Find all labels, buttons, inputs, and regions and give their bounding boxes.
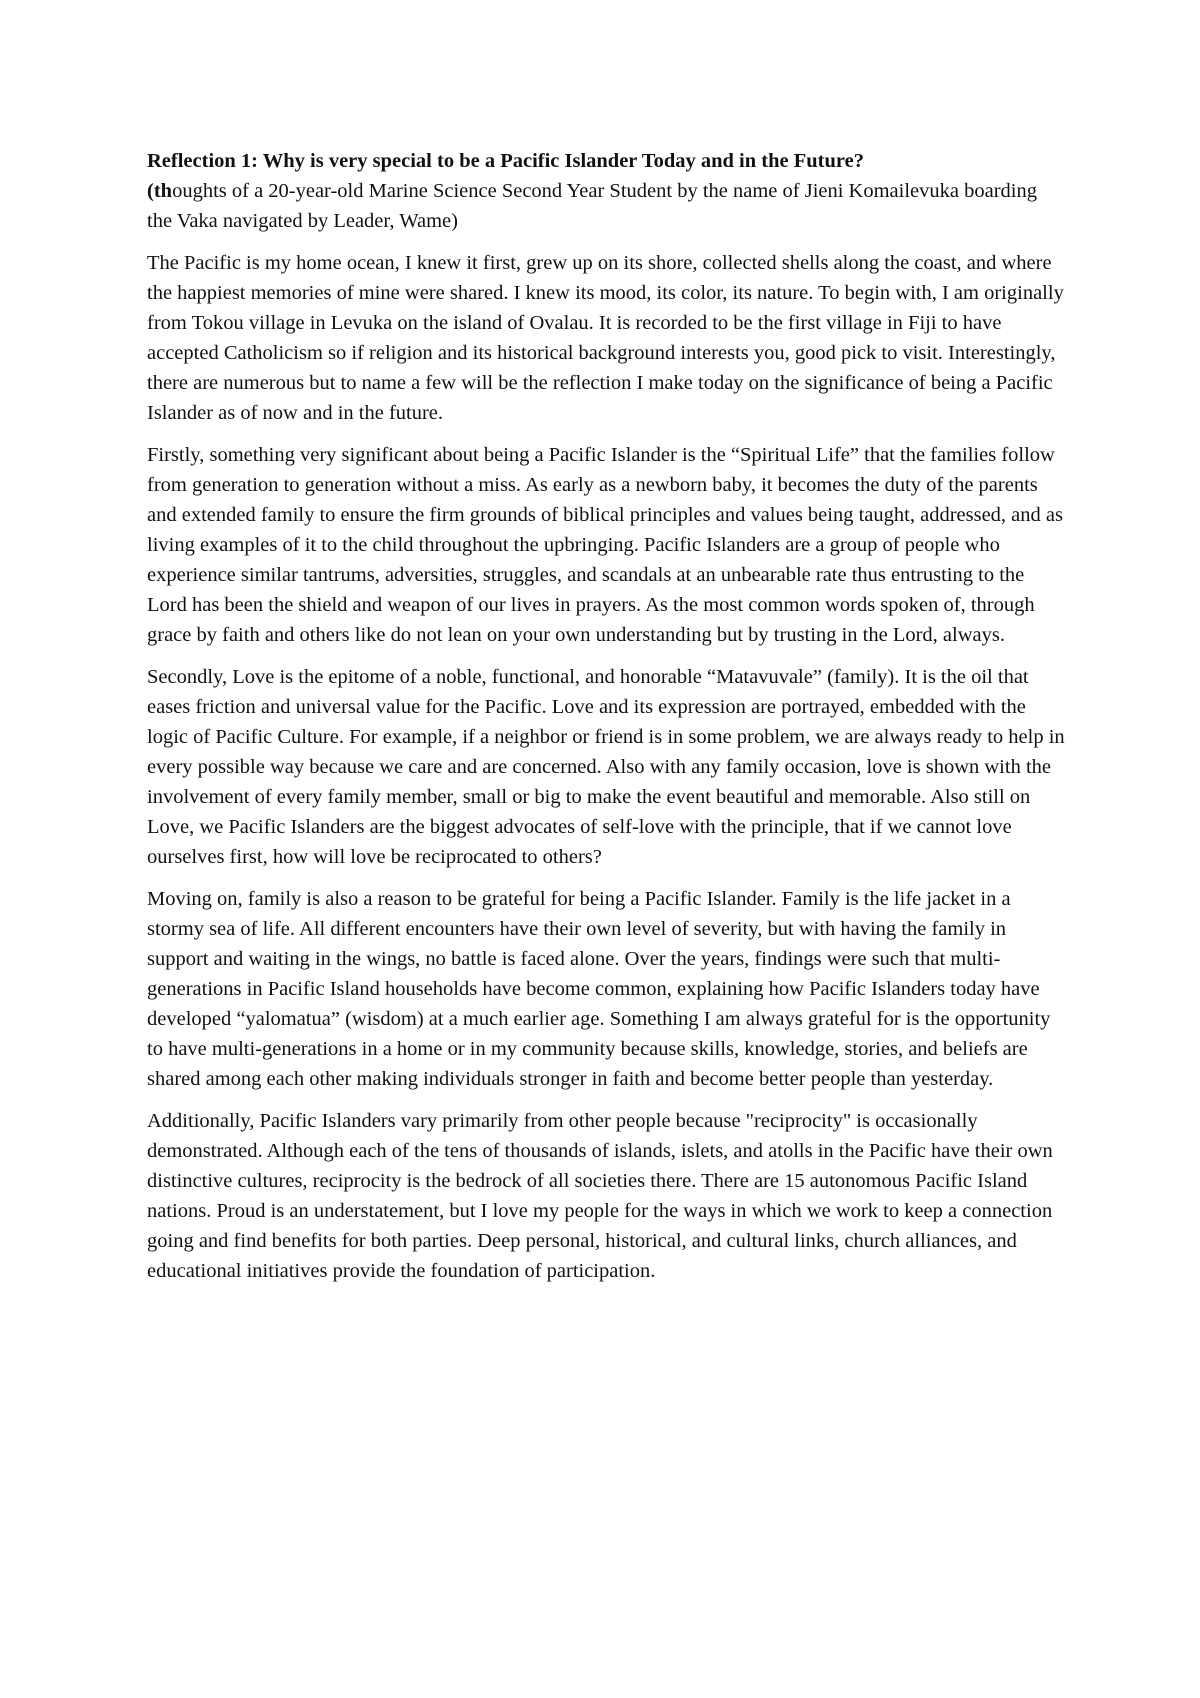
paragraph-spiritual-life: Firstly, something very significant about being a Pacific Islander is the “Spiritual Life” that the families follow from generation to generation without a miss. As early as a newborn baby, it becomes the duty of the parents and extended family to ensure the firm grounds of biblical principles and values being taught, addressed, and as living examples of it to the child throughout the upbringing. Pacific Islanders are a group of people who experience similar tantrums, adversities, struggles, and scandals at an unbearable rate thus entrusting to the Lord has been the shield and weapon of our lives in prayers. As the most common words spoken of, through grace by faith and others like do not lean on your own understanding but by trusting in the Lord, always. (147, 444, 1063, 646)
subtitle-lead: (th (147, 180, 173, 202)
paragraph-reciprocity: Additionally, Pacific Islanders vary primarily from other people because "reciprocity" is occasionally demonstrated. Although each of the tens of thousands of islands, islets, and atolls in the Pacific have their own distinctive cultures, reciprocity is the bedrock of all societies there. There are 15 autonomous Pacific Island nations. Proud is an understatement, but I love my people for the ways in which we work to keep a connection going and find benefits for both parties. Deep personal, historical, and cultural links, church alliances, and educational initiatives provide the foundation of participation. (147, 1110, 1053, 1282)
paragraph-intro: The Pacific is my home ocean, I knew it first, grew up on its shore, collected shells along the coast, and where the happiest memories of mine were shared. I knew its mood, its color, its nature. To begin with, I am originally from Tokou village in Levuka on the island of Ovalau. It is recorded to be the first village in Fiji to have accepted Catholicism so if religion and its historical background interests you, good pick to visit. Interestingly, there are numerous but to name a few will be the reflection I make today on the significance of being a Pacific Islander as of now and in the future. (147, 252, 1064, 424)
document-page (147, 146, 1067, 1298)
paragraph-love: Secondly, Love is the epitome of a noble, functional, and honorable “Matavuvale” (family). It is the oil that eases friction and universal value for the Pacific. Love and its expression are portrayed, embedded with the logic of Pacific Culture. For example, if a neighbor or friend is in some problem, we are always ready to help in every possible way because we care and are concerned. Also with any family occasion, love is shown with the involvement of every family member, small or big to make the event beautiful and memorable. Also still on Love, we Pacific Islanders are the biggest advocates of self-love with the principle, that if we cannot love ourselves first, how will love be reciprocated to others? (147, 666, 1065, 868)
paragraph-family: Moving on, family is also a reason to be grateful for being a Pacific Islander. Family is the life jacket in a stormy sea of life. All different encounters have their own level of severity, but with having the family in support and waiting in the wings, no battle is faced alone. Over the years, findings were such that multi-generations in Pacific Island households have become common, explaining how Pacific Islanders today have developed “yalomatua” (wisdom) at a much earlier age. Something I am always grateful for is the opportunity to have multi-generations in a home or in my community because skills, knowledge, stories, and beliefs are shared among each other making individuals stronger in faith and become better people than yesterday. (147, 888, 1051, 1090)
document-subtitle (147, 176, 1067, 236)
subtitle-rest: oughts of a 20-year-old Marine Science Second Year Student by the name of Jieni Komailevuka boarding the Vaka navigated by Leader, Wame) (147, 180, 1037, 232)
document-title: Reflection 1: Why is very special to be a Pacific Islander Today and in the Future? (147, 150, 864, 172)
